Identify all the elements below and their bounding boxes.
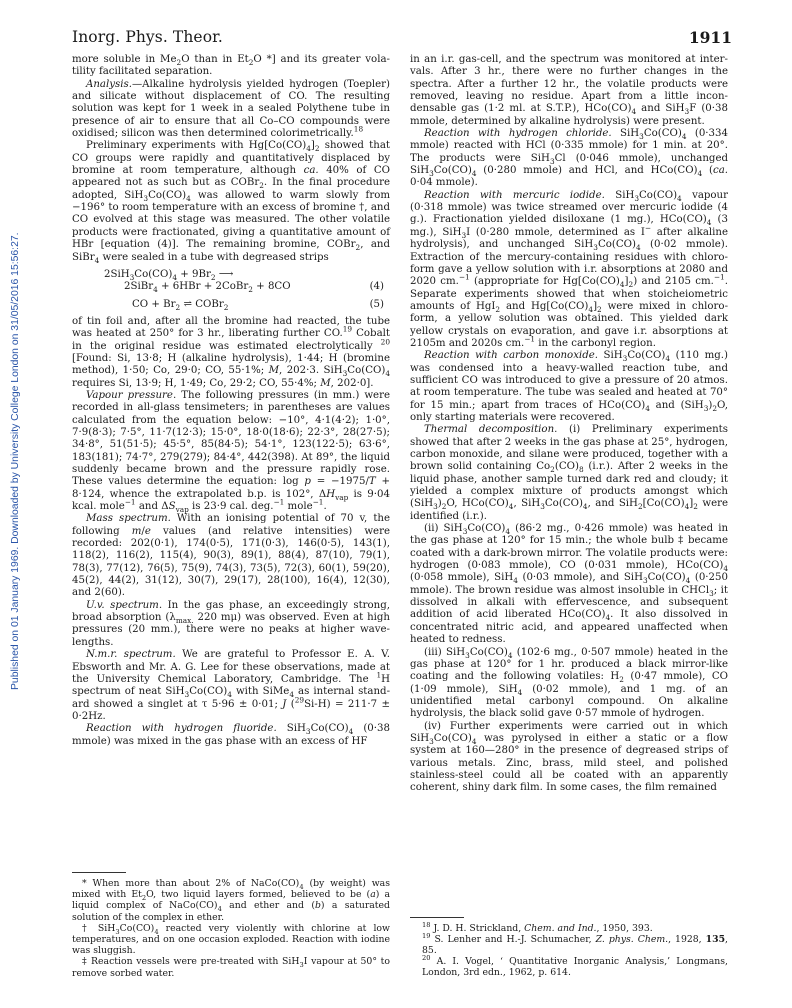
right-paragraph-7: (iii) $SiH_3Co(CO)_4$ (102·6 mg., 0·507 mmole) heated in the gas phase at 120° for 1 hr. produced a black mirror-like coating and the following volatiles: $H_2$ (0·47 mmole), CO (1·09 mmole), SiH$_4$ (0·02 mmole), and 1 mg. of an unidentified metal carbonyl compound. On alkaline hydrolysis, the black solid gave 0·57 mmole of hydrogen.	[410, 646, 728, 720]
footnote-paragraph-2: † $SiH_3Co(CO)_4$ reacted very violently with chlorine at low temperatures, and on one occasion exploded. Reaction with iodine was sluggish.	[72, 922, 390, 957]
footnote-paragraph-3: ‡ Reaction vessels were pre-treated with SiH$_3$I vapour at 50° to remove sorbed water.	[72, 956, 390, 979]
equation-line: CO + $Br_2$ ⇌ COBr$_2$ (5)	[132, 298, 384, 312]
equation-line: 2SiBr$_4$ + 6HBr + 2CoBr$_2$ + 8CO (4)	[124, 281, 384, 295]
left-column-body	[72, 54, 390, 748]
right-paragraph-1: in an i.r. gas-cell, and the spectrum was monitored at intervals. After 3 hr., there were no further changes in the spectra. After a further 12 hr., the volatile products were removed, leaving no residue. Apart from a little incondensable gas (1·2 ml. at S.T.P.), $HCo(CO)_4$ and SiH$_3$F (0·38 mmole, determined by alkaline hydrolysis) were present.	[410, 54, 728, 127]
footnote-paragraph-1: * When more than about 2% of $NaCo(CO)_4$ (by weight) was mixed with $Et_2O$, two liquid layers formed, believed to be (a) a liquid complex of $NaCo(CO)_4$ and ether and (b) a saturated solution of the complex in ether.	[72, 877, 390, 923]
download-notice[interactable]: Published on 01 January 1969. Downloaded by University College London on 31/05/2016 15:56:27.	[10, 232, 21, 690]
equation-5	[72, 299, 390, 311]
left-paragraph-2: Analysis.—Alkaline hydrolysis yielded hydrogen (Toepler) and silicate without displacement of CO. The resulting solution was kept for 1 week in a sealed Polythene tube in presence of air to ensure that all Co–CO compounds were oxidised; silicon was then determined colorimetrically.$^{18}$	[72, 78, 390, 140]
left-paragraph-7: Vapour pressure. The following pressures (in mm.) were recorded in all-glass tensimeters; in parentheses are values calculated from the equation below: −10°, 4·1(4·2); 1·0°, 7·9(8·3); 7·5°, 11·7(12·3); 15·0°, 18·0(18·6); 22·3°, 28(27·5); 34·8°, 51(51·5); 45·5°, 85(84·5); 54·1°, 123(122·5); 63·6°, 183(181); 74·7°, 279(279); 84·4°, 442(398). At 89°, the liquid suddenly became brown and the pressure rapidly rose. These values determine the equation: log p = −1975/T + 8·124, whence the extrapolated b.p. is 102°, $\Delta H_{vap}$ is 9·04 kcal. mole$^{-1}$ and $\Delta S_{vap}$ is 23·9 cal. deg.$^{-1}$ mole$^{-1}$.	[72, 389, 390, 515]
references-rule	[410, 917, 464, 918]
left-paragraph-1: more soluble in $Me_2O$ than in $Et_2O$ *] and its greater volatility facilitated separation.	[72, 54, 390, 78]
reference-paragraph-2: $^{19}$ S. Lenher and H.-J. Schumacher, Z. phys. Chem., 1928, 135, 85.	[422, 931, 729, 957]
right-paragraph-8: (iv) Further experiments were carried out in which $SiH_3Co(CO)_4$ was pyrolysed in either a static or a flow system at 160—280° in the presence of degreased strips of various metals. Zinc, brass, mild steel, and polished stainless-steel could all be coated with an apparently coherent, shiny dark film. In some cases, the film remained	[410, 720, 728, 794]
page-number: 1911	[688, 28, 732, 47]
right-paragraph-4: Reaction with carbon monoxide. $SiH_3Co(CO)_4$ (110 mg.) was condensed into a heavy-walled reaction tube, and sufficient CO was introduced to give a pressure of 20 atmos. at room temperature. The tube was sealed and heated at 70° for 15 min.; apart from traces of $HCo(CO)_4$ and $(SiH_3)_2O$, only starting materials were recovered.	[410, 350, 729, 423]
right-paragraph-2: Reaction with hydrogen chloride. $SiH_3Co(CO)_4$ (0·334 mmole) reacted with HCl (0·335 mmole) for 1 min. at 20°. The products were SiH$_3$Cl (0·046 mmole), unchanged $SiH_3Co(CO)_4$ (0·280 mmole) and HCl, and $HCo(CO)_4$ (ca. 0·04 mmole).	[410, 128, 729, 189]
left-paragraph-8: Mass spectrum. With an ionising potential of 70 v, the following m/e values (and relative intensities) were recorded: 202(0·1), 174(0·5), 171(0·3), 146(0·5), 143(1), 118(2), 116(2), 115(4), 90(3), 89(1), 88(4), 87(10), 79(1), 78(3), 77(12), 76(5), 75(9), 74(3), 73(5), 72(3), 60(1), 59(20), 45(2), 44(2), 31(12), 30(7), 29(17), 28(100), 16(4), 12(30), and 2(60).	[72, 513, 390, 599]
right-column-body	[410, 54, 728, 795]
journal-title: Inorg. Phys. Theor.	[72, 28, 223, 46]
reference-paragraph-3: $^{20}$ A. I. Vogel, ‘ Quantitative Inorganic Analysis,’ Longmans, London, 3rd edn., 1962, p. 614.	[422, 954, 728, 979]
equation-number: (4)	[369, 281, 384, 293]
footnote-rule	[72, 872, 126, 873]
right-paragraph-5: Thermal decomposition. (i) Preliminary experiments showed that after 2 weeks in the gas phase at 25°, hydrogen, carbon monoxide, and silane were produced, together with a brown solid containing $Co_2(CO)_8$ (i.r.). After 2 weeks in the liquid phase, another sample turned dark red and cloudy; it yielded a complex mixture of products amongst which $(SiH_3)_2O$, $HCo(CO)_4$, $SiH_3Co(CO)_4$, and $SiH_2[Co(CO)_4]_2$ were identified (i.r.).	[410, 424, 728, 522]
left-paragraph-11: Reaction with hydrogen fluoride. $SiH_3Co(CO)_4$ (0·38 mmole) was mixed in the gas phase with an excess of HF	[72, 723, 390, 747]
left-column	[72, 54, 390, 979]
right-column	[410, 54, 728, 979]
left-paragraph-9: U.v. spectrum. In the gas phase, an exceedingly strong, broad absorption ($\lambda_{max.}$ 220 mμ) was observed. Even at high pressures (20 mm.), there were no peaks at higher wavelengths.	[72, 599, 390, 648]
reference-paragraph-1: $^{18}$ J. D. H. Strickland, Chem. and Ind., 1950, 393.	[422, 920, 653, 934]
equation-line: $2SiH_3Co(CO)_4 + 9Br_2$ ⟶	[104, 268, 234, 282]
page-header	[72, 28, 732, 50]
right-paragraph-6: (ii) $SiH_3Co(CO)_4$ (86·2 mg., 0·426 mmole) was heated in the gas phase at 120° for 15 min.; the whole bulb ‡ became coated with a dark-brown mirror. The volatile products were: hydrogen (0·083 mmole), CO (0·031 mmole), $HCo(CO)_4$ (0·058 mmole), SiH$_4$ (0·03 mmole), and $SiH_3Co(CO)_4$ (0·250 mmole). The brown residue was almost insoluble in CHCl$_3$; it dissolved in alkali with effervescence, and subsequent addition of acid liberated $HCo(CO)_4$. It also dissolved in concentrated nitric acid, and appeared unaffected when heated to redness.	[410, 523, 729, 646]
footnotes	[72, 878, 390, 979]
equation-4	[72, 269, 390, 294]
equation-number: (5)	[369, 298, 384, 310]
left-paragraph-10: N.m.r. spectrum. We are grateful to Professor E. A. V. Ebsworth and Mr. A. G. Lee for these observations, made at the University Chemical Laboratory, Cambridge. The $^1$H spectrum of neat $SiH_3Co(CO)_4$ with SiMe$_4$ as internal standard showed a singlet at τ 5·96 ± 0·01; J ($^{29}$Si-H) = 211·7 ± 0·2Hz.	[72, 649, 391, 722]
references	[410, 920, 729, 979]
right-paragraph-3: Reaction with mercuric iodide. $SiH_3Co(CO)_4$ vapour (0·318 mmole) was twice streamed over mercuric iodide (4 g.). Fractionation yielded disiloxane (1 mg.), $HCo(CO)_4$ (3 mg.), SiH$_3$I (0·280 mmole, determined as I− after alkaline hydrolysis), and unchanged $SiH_3Co(CO)_4$ (0·02 mmole). Extraction of the mercury-containing residues with chloroform gave a yellow solution with i.r. absorptions at 2080 and 2020 cm.$^{-1}$ (appropriate for $Hg[Co(CO)_4]_2$) and 2105 cm.$^{-1}$. Separate experiments showed that when stoicheiometric amounts of HgI$_2$ and $Hg[Co(CO)_4]_2$ were mixed in chloroform, a yellow solution was obtained. This yielded dark yellow crystals on evaporation, and gave i.r. absorptions at 2105m and 2020s cm.$^{-1}$ in the carbonyl region.	[410, 189, 729, 349]
left-paragraph-3: Preliminary experiments with $Hg[Co(CO)_4]_2$ showed that CO groups were rapidly and quantitatively displaced by bromine at room temperature, although ca. 40% of CO appeared not as such but as COBr$_2$. In the final procedure adopted, $SiH_3Co(CO)_4$ was allowed to warm slowly from −196° to room temperature with an excess of bromine †, and CO evolved at this stage was measured. The other volatile products were fractionated, giving a quantitative amount of HBr [equation (4)]. The remaining bromine, COBr$_2$, and SiBr$_4$ were sealed in a tube with degreased strips	[72, 140, 391, 265]
left-paragraph-6: of tin foil and, after all the bromine had reacted, the tube was heated at 250° for 3 hr., liberating further CO.$^{19}$ Cobalt in the original residue was estimated electrolytically $^{20}$ [Found: Si, 13·8; H (alkaline hydrolysis), 1·44; H (bromine method), 1·50; Co, 29·0; CO, 55·1%; M, 202·3. $SiH_3Co(CO)_4$ requires Si, 13·9; H, 1·49; Co, 29·2; CO, 55·4%; M, 202·0].	[72, 315, 390, 389]
